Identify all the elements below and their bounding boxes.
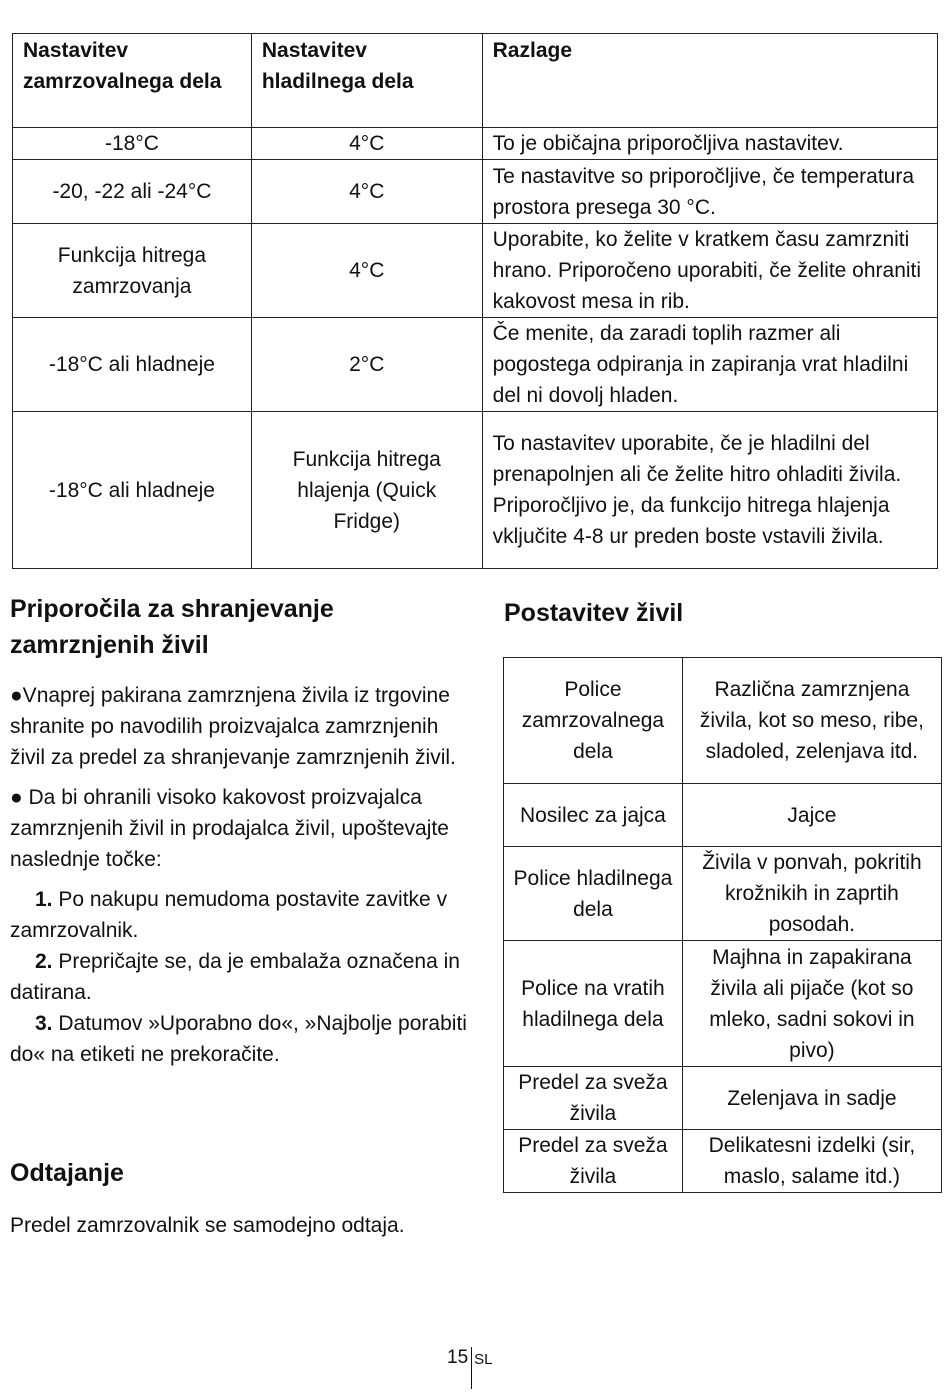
step-text: Datumov »Uporabno do«, »Najbolje porabiti do« na etiketi ne prekoračite. <box>10 1012 467 1066</box>
page-number: 15 <box>447 1347 469 1368</box>
placement-location-cell: Police hladilnega dela <box>504 847 683 941</box>
freezer-setting-cell: -18°C <box>13 128 252 160</box>
table-row <box>504 1067 942 1130</box>
table-row <box>504 658 942 784</box>
storage-recommendations <box>10 680 470 1070</box>
fridge-setting-cell: 4°C <box>251 224 482 318</box>
placement-items-cell: Zelenjava in sadje <box>682 1067 941 1130</box>
step-item <box>10 946 470 1008</box>
defrost-section-title: Odtajanje <box>10 1159 124 1187</box>
defrost-text: Predel zamrzovalnik se samodejno odtaja. <box>10 1214 405 1237</box>
placement-location-cell: Predel za sveža živila <box>504 1067 683 1130</box>
fridge-setting-cell: 4°C <box>251 160 482 224</box>
explanation-cell: To nastavitev uporabite, če je hladilni del prenapolnjen ali če želite hitro ohladiti živila. Priporočljivo je, da funkcijo hitrega hlajenja vključite 4-8 ur preden boste vstavili živila. <box>482 412 937 569</box>
placement-items-cell: Različna zamrznjena živila, kot so meso, ribe, sladoled, zelenjava itd. <box>682 658 941 784</box>
placement-items-cell: Majhna in zapakirana živila ali pijače (kot so mleko, sadni sokovi in pivo) <box>682 941 941 1067</box>
placement-table <box>503 657 942 1193</box>
placement-location-cell: Predel za sveža živila <box>504 1130 683 1193</box>
table-row <box>13 128 938 160</box>
placement-location-cell: Police na vratih hladilnega dela <box>504 941 683 1067</box>
step-text: Po nakupu nemudoma postavite zavitke v zamrzovalnik. <box>10 888 448 942</box>
placement-location-cell: Nosilec za jajca <box>504 784 683 847</box>
placement-location-cell: Police zamrzovalnega dela <box>504 658 683 784</box>
table-row <box>13 412 938 569</box>
header-explanation: Razlage <box>482 34 937 128</box>
placement-items-cell: Delikatesni izdelki (sir, maslo, salame itd.) <box>682 1130 941 1193</box>
freezer-setting-cell: Funkcija hitrega zamrzovanja <box>13 224 252 318</box>
storage-section-title: Priporočila za shranjevanje zamrznjenih živil <box>10 595 334 659</box>
freezer-setting-cell: -18°C ali hladneje <box>13 318 252 412</box>
placement-items-cell: Živila v ponvah, pokritih krožnikih in zaprtih posodah. <box>682 847 941 941</box>
explanation-cell: Uporabite, ko želite v kratkem času zamrzniti hrano. Priporočeno uporabiti, če želite ohraniti kakovost mesa in rib. <box>482 224 937 318</box>
table-row <box>504 941 942 1067</box>
step-text: Prepričajte se, da je embalaža označena in datirana. <box>10 950 460 1004</box>
table-row <box>13 160 938 224</box>
bullet-prepacked-food: ●Vnaprej pakirana zamrznjena živila iz trgovine shranite po navodilih proizvajalca zamrznjenih živil za predel za shranjevanje zamrznjenih živil. <box>10 684 456 769</box>
table-row <box>504 1130 942 1193</box>
step-item <box>10 1008 470 1070</box>
step-number: 1. <box>35 888 53 911</box>
footer-divider <box>471 1347 472 1389</box>
table-row <box>13 224 938 318</box>
page-footer <box>447 1347 493 1389</box>
step-item <box>10 884 470 946</box>
language-code: SL <box>474 1351 493 1368</box>
table-row <box>504 784 942 847</box>
fridge-setting-cell: 4°C <box>251 128 482 160</box>
header-fridge-setting: Nastavitev hladilnega dela <box>251 34 482 128</box>
table-row <box>504 847 942 941</box>
explanation-cell: To je običajna priporočljiva nastavitev. <box>482 128 937 160</box>
step-number: 3. <box>35 1012 53 1035</box>
placement-section-title: Postavitev živil <box>504 599 684 627</box>
bullet-quality: ● Da bi ohranili visoko kakovost proizvajalca zamrznjenih živil in prodajalca živil, upoštevajte naslednje točke: <box>10 786 449 871</box>
fridge-setting-cell: Funkcija hitrega hlajenja (Quick Fridge) <box>251 412 482 569</box>
settings-table <box>12 33 938 569</box>
placement-items-cell: Jajce <box>682 784 941 847</box>
step-number: 2. <box>35 950 53 973</box>
fridge-setting-cell: 2°C <box>251 318 482 412</box>
freezer-setting-cell: -20, -22 ali -24°C <box>13 160 252 224</box>
table-row <box>13 318 938 412</box>
freezer-setting-cell: -18°C ali hladneje <box>13 412 252 569</box>
settings-header-row <box>13 34 938 128</box>
explanation-cell: Te nastavitve so priporočljive, če temperatura prostora presega 30 °C. <box>482 160 937 224</box>
explanation-cell: Če menite, da zaradi toplih razmer ali pogostega odpiranja in zapiranja vrat hladilni del ni dovolj hladen. <box>482 318 937 412</box>
header-freezer-setting: Nastavitev zamrzovalnega dela <box>13 34 252 128</box>
